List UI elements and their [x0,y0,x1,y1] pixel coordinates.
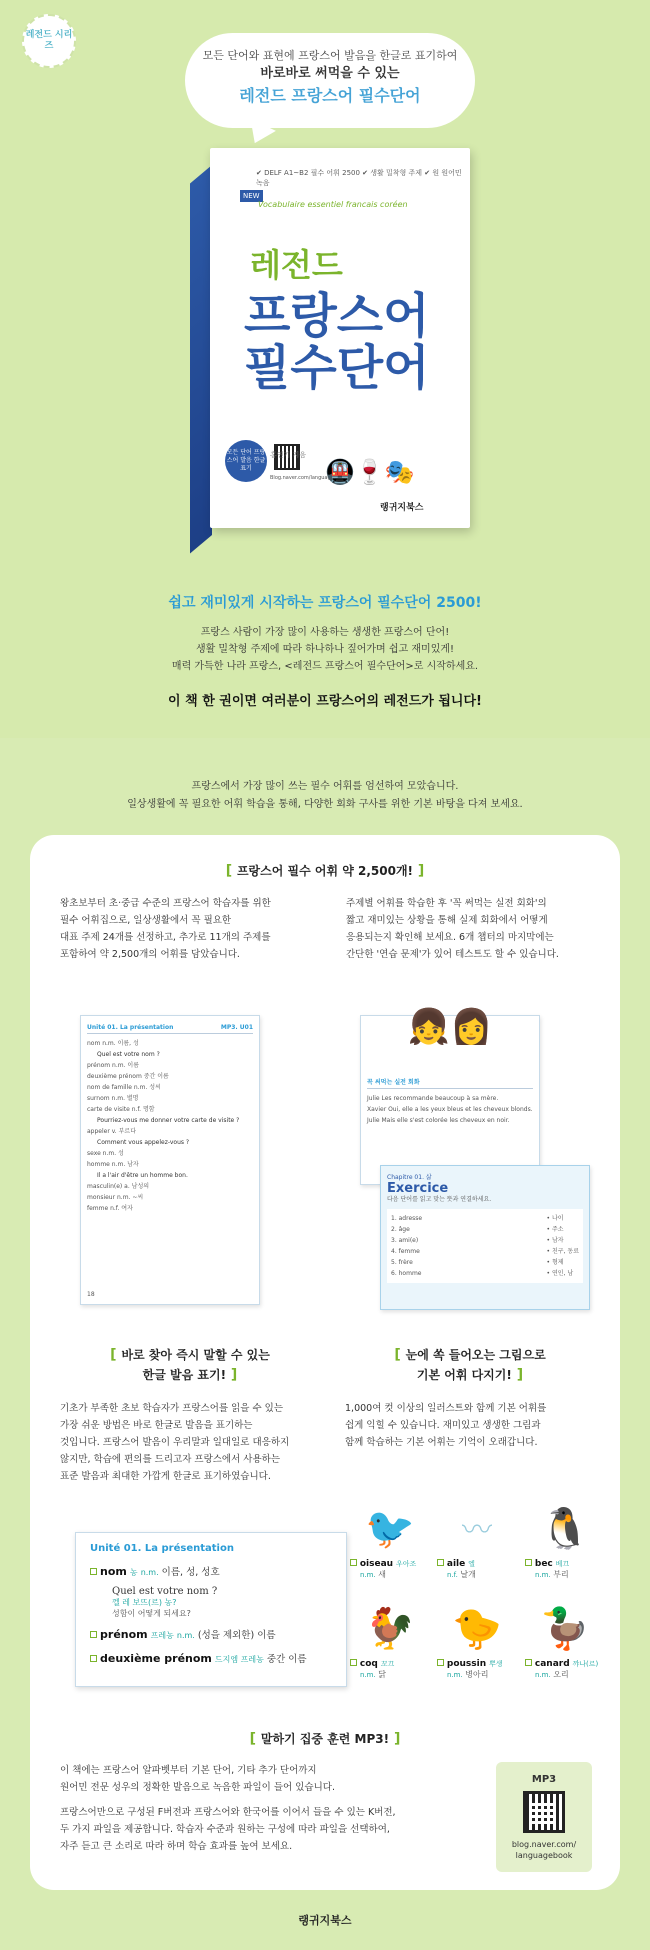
vocab-word: aile [446,1559,466,1569]
unite-word: deuxième prénom [100,1652,212,1665]
page-mockup-row: carte de visite n.f. 명함 [87,1106,155,1113]
vocab-meaning-line [437,1669,517,1680]
section-4-title: [ 말하기 집중 훈련 MP3! ] [249,1731,401,1747]
s4-line: 이 책에는 프랑스어 알파벳부터 기본 단어, 기타 추가 단어까지 [60,1765,317,1776]
speech-bubble [185,33,475,128]
dialog-illustration-icon: 👧👩 [407,1007,493,1047]
checkbox-icon [525,1659,532,1666]
exercise-label: Chapitre 01. 삶 [387,1174,432,1181]
page-mockup-example: Comment vous appelez-vous ? [97,1139,190,1146]
book-title-2: 프랑스어 필수단어 [244,288,430,396]
mid-line-2: 일상생활에 꼭 필요한 어휘 학습을 통해, 다양한 회화 구사를 위한 기본 바탕을 다져 보세요. [127,799,523,810]
page-mockup-row: masculin(e) a. 남성의 [87,1183,150,1190]
checkbox-icon [437,1559,444,1566]
vocab-meaning: 닭 [378,1670,386,1679]
exercise-item: 1. adresse [391,1215,423,1222]
bubble-title: 프랑스어 필수단어 [291,86,421,105]
exercise-item: 6. homme [391,1270,422,1277]
s1-left-line: 대표 주제 24개를 선정하고, 추가로 11개의 주제를 [60,932,271,943]
s3-line: 쉽게 익힐 수 있습니다. 재미있고 생생한 그림과 [345,1420,541,1431]
exercise-item: 4. femme [391,1248,420,1255]
vocab-word: bec [534,1559,553,1569]
section-2-title [50,1345,330,1385]
page-mockup-example: Pourriez-vous me donner votre carte de visite ? [97,1117,240,1124]
s3-line: 함께 학습하는 기본 어휘는 기억이 오래갑니다. [345,1437,538,1448]
section-2-title-line-2: 한글 발음 표기! ] [142,1367,238,1383]
vocab-pos: n.m. [447,1671,463,1679]
wings-icon: 〰 [462,1513,492,1548]
section-2-text [60,1400,335,1485]
s4-spacer [60,1796,490,1804]
section-3-title-1: 눈에 쏙 들어오는 그림으로 [405,1348,546,1362]
checkbox-icon [525,1559,532,1566]
mp3-box [496,1762,592,1872]
exercise-answer: • 형제 [546,1259,564,1266]
s1-left-line: 왕초보부터 초·중급 수준의 프랑스어 학습자를 위한 [60,898,271,909]
mid-line-1: 프랑스에서 가장 많이 쓰는 필수 어휘를 엄선하여 모았습니다. [191,781,459,792]
book-url: Blog.naver.com/languagebook [270,475,346,481]
s1-left-line: 필수 어휘집으로, 일상생활에서 꼭 필요한 [60,915,232,926]
unite-example-pron: 껠 레 보뜨(르) 농? [112,1598,177,1607]
book-spine [190,165,212,553]
section-4-title-text: 말하기 집중 훈련 MP3! [260,1732,390,1746]
page-mockup-row: nom n.m. 이름, 성 [87,1040,139,1047]
vocab-meaning-line [525,1569,605,1580]
s1-left-line: 포함하여 약 2,500개의 어휘를 담았습니다. [60,949,240,960]
section-3-text [345,1400,605,1451]
vocab-word-line [350,1559,430,1569]
exercise-answer: • 친구, 동료 [546,1248,579,1255]
checkbox-icon [90,1568,97,1575]
bubble-line-2: 바로바로 써먹을 수 있는 [260,66,400,81]
vocab-word-line [525,1559,605,1569]
unite-row-3 [90,1651,332,1667]
s3-line: 1,000여 컷 이상의 일러스트와 함께 기본 어휘를 [345,1403,547,1414]
s1-right-line: 짧고 재미있는 상황을 통해 실제 회화에서 어떻게 [346,915,548,926]
page-mockup-row: femme n.f. 여자 [87,1205,133,1212]
section-4-text [60,1762,490,1855]
exercise-item: 2. âge [391,1226,410,1233]
unite-sample [75,1532,347,1687]
unite-example-kr: 성함이 어떻게 되세요? [112,1609,191,1618]
book-tags: ✔ DELF A1~B2 필수 어휘 2500 ✔ 생활 밀착형 주제 ✔ 원 원어민 녹음 [256,169,462,187]
unite-pron: 프레농 [150,1631,174,1640]
book-author: 홍연기 지음 [270,451,307,459]
vocab-meaning-line [350,1569,430,1580]
vocab-pos: n.m. [360,1571,376,1579]
s2-line: 가장 쉬운 방법은 바로 한글로 발음을 표기하는 [60,1420,253,1431]
page-mockup-example: Il a l'air d'être un homme bon. [97,1172,188,1179]
vocab-pos: n.m. [360,1671,376,1679]
book-title-1: 레전드 [250,246,343,284]
bubble-line-1: 모든 단어와 표현에 프랑스어 발음을 한글로 표기하여 [202,49,458,62]
book-publisher: 랭귀지북스 [380,503,424,513]
vocab-meaning: 부리 [553,1570,569,1579]
unite-meaning: (성을 제외한) 이름 [197,1630,276,1641]
intro-line-1: 프랑스 사람이 가장 많이 사용하는 생생한 프랑스어 단어! [200,627,450,638]
vocab-meaning: 새 [378,1570,386,1579]
headline: 쉽고 재미있게 시작하는 프랑스어 필수단어 2500! [168,595,482,611]
vocab-oiseau [350,1505,430,1580]
exercise-table [387,1209,583,1283]
rooster-icon: 🐓 [365,1606,415,1652]
section-1-title: [ 프랑스어 필수 어휘 약 2,500개! ] [225,863,425,879]
page-mockup-title: Unité 01. La présentation [87,1024,174,1031]
book-new-badge: NEW [240,190,263,202]
vocab-pos: n.m. [535,1671,551,1679]
dialog-line: Xavier Oui, elle a les yeux bleus et les cheveux blonds. [367,1106,533,1113]
s1-right-line: 간단한 '연습 문제'가 있어 테스트도 할 수 있습니다. [346,949,559,960]
exercise-item: 3. ami(e) [391,1237,419,1244]
vocab-word: oiseau [359,1559,394,1569]
page-mockup-row: appeler v. 부르다 [87,1128,137,1135]
section-2-title-1: 바로 찾아 즉시 말할 수 있는 [121,1348,270,1362]
page-mockup-mp3: MP3. U01 [220,1024,253,1031]
mid-intro [0,778,650,814]
series-badge-label: 레전드 시리즈 [25,30,73,51]
page-mockup-row: nom de famille n.m. 성씨 [87,1084,161,1091]
s4-line: 원어민 전문 성우의 정확한 발음으로 녹음한 파일이 들어 있습니다. [60,1782,335,1793]
s1-right-line: 응용되는지 확인해 보세요. 6개 챕터의 마지막에는 [346,932,554,943]
dialog-line: Julie Mais elle s'est colorée les cheveux en noir. [367,1117,510,1124]
vocab-coq [350,1605,430,1680]
vocab-meaning-line [437,1569,517,1580]
exercise-answer: • 남자 [546,1237,564,1244]
section-1-left-text [60,895,330,963]
intro-text [0,624,650,675]
unite-example-fr: Quel est votre nom ? [112,1586,218,1597]
intro-line-2: 생활 밀착형 주제에 따라 하나하나 짚어가며 쉽고 재미있게! [195,644,455,655]
vocab-word-line [525,1659,605,1669]
section-1-right-text [346,895,616,963]
s2-line: 것입니다. 프랑스어 발음이 우리말과 일대일로 대응하지 [60,1437,290,1448]
checkbox-icon [350,1559,357,1566]
publisher-logo: 랭귀지북스 [298,1914,352,1927]
book-subtitle: Vocabulaire essentiel francais coréen [258,200,408,209]
exercise-right-col [547,1213,579,1279]
unite-pron: 농 [129,1568,138,1577]
section-2-title-line-1: [ 바로 찾아 즉시 말할 수 있는 [110,1347,270,1363]
toucan-icon: 🐧 [540,1506,590,1552]
vocab-word: poussin [446,1659,487,1669]
vocab-meaning-line [350,1669,430,1680]
page-mockup-page-number: 18 [87,1291,95,1298]
vocab-pron: 꼬끄 [380,1660,395,1668]
vocab-meaning: 오리 [553,1670,569,1679]
bubble-legend: 레전드 [239,86,286,105]
series-badge [22,14,76,68]
s2-line: 않지만, 학습에 편의를 드리고자 프랑스에서 사용하는 [60,1454,281,1465]
vocab-pron: 꺄나(르) [572,1660,599,1668]
dialog-mockup-header: 꼭 써먹는 실전 회화 [367,1077,533,1089]
exercise-mockup [380,1165,590,1310]
page-mockup-row: deuxième prénom 중간 이름 [87,1073,169,1080]
exercise-left-col [391,1213,422,1279]
mp3-url-1: blog.naver.com/ [511,1840,577,1849]
section-3-title-line-2: 기본 어휘 다지기! ] [416,1367,524,1383]
section-3-title-line-1: [ 눈에 쏙 들어오는 그림으로 [394,1347,546,1363]
vocab-pron: 엘 [468,1560,475,1568]
section-1-title-text: 프랑스어 필수 어휘 약 2,500개! [236,864,414,878]
unite-pron: 드지엠 프레농 [214,1655,264,1664]
s1-right-line: 주제별 어휘를 학습한 후 '꼭 써먹는 실전 회화'의 [346,898,547,909]
s4-line: 프랑스어만으로 구성된 F버전과 프랑스어와 한국어를 이어서 들을 수 있는 K버전, [60,1807,396,1818]
s4-line: 자주 듣고 큰 소리로 따라 하며 학습 효과를 높여 보세요. [60,1841,293,1852]
page-mockup-row: sexe n.m. 성 [87,1150,124,1157]
duck-icon: 🦆 [540,1606,590,1652]
vocab-meaning: 날개 [460,1570,476,1579]
vocab-pron: 뿌생 [489,1660,503,1668]
book-circle-badge: 모든 단어 프랑스어 발음 한글 표기 [225,440,267,482]
vocab-pos: n.m. [535,1571,551,1579]
closing-line: 이 책 한 권이면 여러분이 프랑스어의 레전드가 됩니다! [168,694,482,709]
bubble-line-3 [185,84,475,108]
page-mockup-example: Quel est votre nom ? [97,1051,160,1058]
exercise-answer: • 연인, 남 [546,1270,574,1277]
page-mockup-row: monsieur n.m. ~씨 [87,1194,144,1201]
vocab-pos: n.f. [447,1571,458,1579]
vocab-word-line [437,1559,517,1569]
vocab-meaning-line [525,1669,605,1680]
book-illustrations-icon: 🚇🍷🎭 [325,458,415,486]
section-3-title [330,1345,610,1385]
chick-icon: 🐤 [452,1606,502,1652]
s2-line: 기초가 부족한 초보 학습자가 프랑스어를 읽을 수 있는 [60,1403,284,1414]
vocab-pron: 우아조 [395,1560,417,1568]
vocab-pron: 베끄 [555,1560,570,1568]
unite-word: nom [100,1565,127,1578]
unite-row-1 [90,1564,332,1580]
vocab-canard [525,1605,605,1680]
vocab-word: canard [534,1659,570,1669]
page-mockup-row: prénom n.m. 이름 [87,1062,140,1069]
unite-word: prénom [100,1628,148,1641]
vocab-poussin [437,1605,517,1680]
checkbox-icon [437,1659,444,1666]
page-mockup [80,1015,260,1305]
dialog-mockup [360,1007,540,1185]
vocab-word-line [350,1659,430,1669]
exercise-item: 5. frère [391,1259,413,1266]
s2-line: 표준 발음과 최대한 가깝게 한글로 표기하였습니다. [60,1471,271,1482]
intro-line-3: 매력 가득한 나라 프랑스, <레전드 프랑스어 필수단어>로 시작하세요. [171,661,479,672]
unite-row-2 [90,1627,332,1643]
page-mockup-row: homme n.m. 남자 [87,1161,139,1168]
exercise-instruction: 다음 단어를 읽고 맞는 뜻과 연결하세요. [387,1196,492,1203]
vocab-meaning: 병아리 [465,1670,489,1679]
checkbox-icon [90,1631,97,1638]
mp3-label: MP3 [531,1774,557,1785]
unite-pos: n.m. [140,1568,159,1577]
unite-meaning: 중간 이름 [266,1654,307,1665]
unite-sample-title: Unité 01. La présentation [90,1543,234,1554]
qr-code-icon[interactable] [523,1791,565,1833]
vocab-word-line [437,1659,517,1669]
vocab-word: coq [359,1659,378,1669]
exercise-answer: • 나이 [546,1215,564,1222]
exercise-answer: • 주소 [546,1226,564,1233]
unite-pos: n.m. [176,1631,195,1640]
section-3-title-2: 기본 어휘 다지기! [416,1368,512,1382]
section-2-title-2: 한글 발음 표기! [142,1368,227,1382]
vocab-aile [437,1505,517,1580]
vocab-bec [525,1505,605,1580]
page-mockup-header [87,1022,253,1034]
exercise-title: Exercice [387,1181,449,1196]
s4-line: 두 가지 파일을 제공합니다. 학습자 수준과 원하는 구성에 따라 파일을 선택하여, [60,1824,390,1835]
page-mockup-row: surnom n.m. 별명 [87,1095,139,1102]
checkbox-icon [90,1655,97,1662]
dialog-line: Julie Les recommande beaucoup à sa mère. [367,1095,499,1102]
checkbox-icon [350,1659,357,1666]
mp3-url-2: languagebook [515,1851,573,1860]
bird-icon: 🐦 [365,1506,415,1552]
unite-meaning: 이름, 성, 성호 [161,1567,220,1578]
